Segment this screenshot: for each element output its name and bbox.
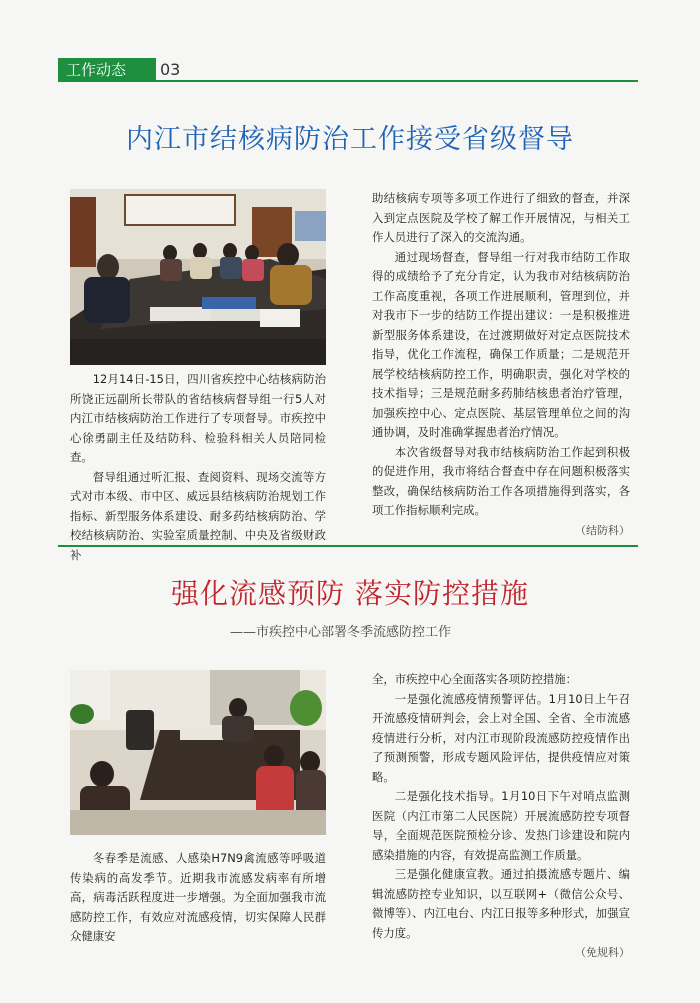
article1-right-paragraph: 助结核病专项等多项工作进行了细致的督查，并深入到定点医院及学校了解工作开展情况，与相关工作人员进行了深入的交流沟通。 xyxy=(372,191,630,244)
article1-left-column xyxy=(70,370,326,565)
section-tab: 工作动态 xyxy=(58,58,156,82)
article2-title: 强化流感预防 落实防控措施 xyxy=(171,577,529,610)
article2-left-column xyxy=(70,849,326,947)
article1-signature: （结防科） xyxy=(575,523,630,537)
article2-right-paragraph: 一是强化流感疫情预警评估。1月10日上午召开流感疫情研判会，会上对全国、全省、全市流感疫情进行分析，对内江市现阶段流感防控疫情作出了预测预警，形成专题风险评估，提供疫情应对策略。 xyxy=(372,691,630,784)
meeting-photo-2 xyxy=(70,670,326,835)
article1-left-paragraph: 12月14日-15日，四川省疾控中心结核病防治所饶正远副所长带队的省结核病督导组一行5人对内江市结核病防治工作进行了专项督导。市疾控中心徐勇副主任及结防科、检验科相关人员陪同检查。 xyxy=(70,372,326,464)
meeting-photo-1-image xyxy=(70,189,326,365)
meeting-photo-2-image xyxy=(70,670,326,835)
article2-subtitle: ——市疾控中心部署冬季流感防控工作 xyxy=(230,625,452,640)
article2-right-paragraph: 全，市疾控中心全面落实各项防控措施： xyxy=(372,672,578,686)
article2-left-paragraph: 冬春季是流感、人感染H7N9禽流感等呼吸道传染病的高发季节。近期我市流感发病率有所增高，病毒活跃程度进一步增强。为全面加强我市流感防控工作，有效应对流感疫情，切实保障人民群众健康安 xyxy=(70,851,326,943)
article2-right-column xyxy=(372,670,630,963)
article1-title: 内江市结核病防治工作接受省级督导 xyxy=(126,124,574,155)
article2-signature: （免规科） xyxy=(575,946,630,959)
meeting-photo-1 xyxy=(70,189,326,365)
article1-left-paragraph: 督导组通过听汇报、查阅资料、现场交流等方式对市本级、市中区、威远县结核病防治规划工作指标、新型服务体系建设、耐多药结核病防治、学校结核病防治、实验室质量控制、中央及省级财政补 xyxy=(70,469,326,562)
article2-right-paragraph: 三是强化健康宣教。通过拍摄流感专题片、编辑流感防控专业知识，以互联网+（微信公众号、微博等）、内江电台、内江日报等多种形式，加强宣传力度。 xyxy=(372,867,630,940)
article1-right-paragraph: 本次省级督导对我市结核病防治工作起到积极的促进作用，我市将结合督查中存在问题积极落实整改，确保结核病防治工作各项措施得到落实，各项工作指标顺利完成。 xyxy=(372,444,630,517)
page-number: 03 xyxy=(160,60,181,79)
article2-right-paragraph: 二是强化技术指导。1月10日下午对哨点监测医院（内江市第二人民医院）开展流感防控专项督导，全面规范医院预检分诊、发热门诊建设和院内感染措施的内容，有效提高监测工作质量。 xyxy=(372,789,630,862)
article1-right-column xyxy=(372,189,630,540)
article-divider xyxy=(58,545,638,547)
article1-right-paragraph: 通过现场督查，督导组一行对我市结防工作取得的成绩给予了充分肯定，认为我市对结核病防治工作高度重视，各项工作进展顺利，管理到位，并对我市下一步的结防工作提出建议：一是积极推进新型服务体系建设，在过渡期做好对定点医院技术指导，优化工作流程，确保工作质量；二是规范开展学校结核病防控工作，明确职责，强化对学校的技术指导；三是规范耐多药肺结核患者治疗管理，加强疾控中心、定点医院、基层管理单位之间的沟通协调，及时准确掌握患者治疗情况。 xyxy=(372,249,630,439)
header-rule xyxy=(58,80,638,82)
